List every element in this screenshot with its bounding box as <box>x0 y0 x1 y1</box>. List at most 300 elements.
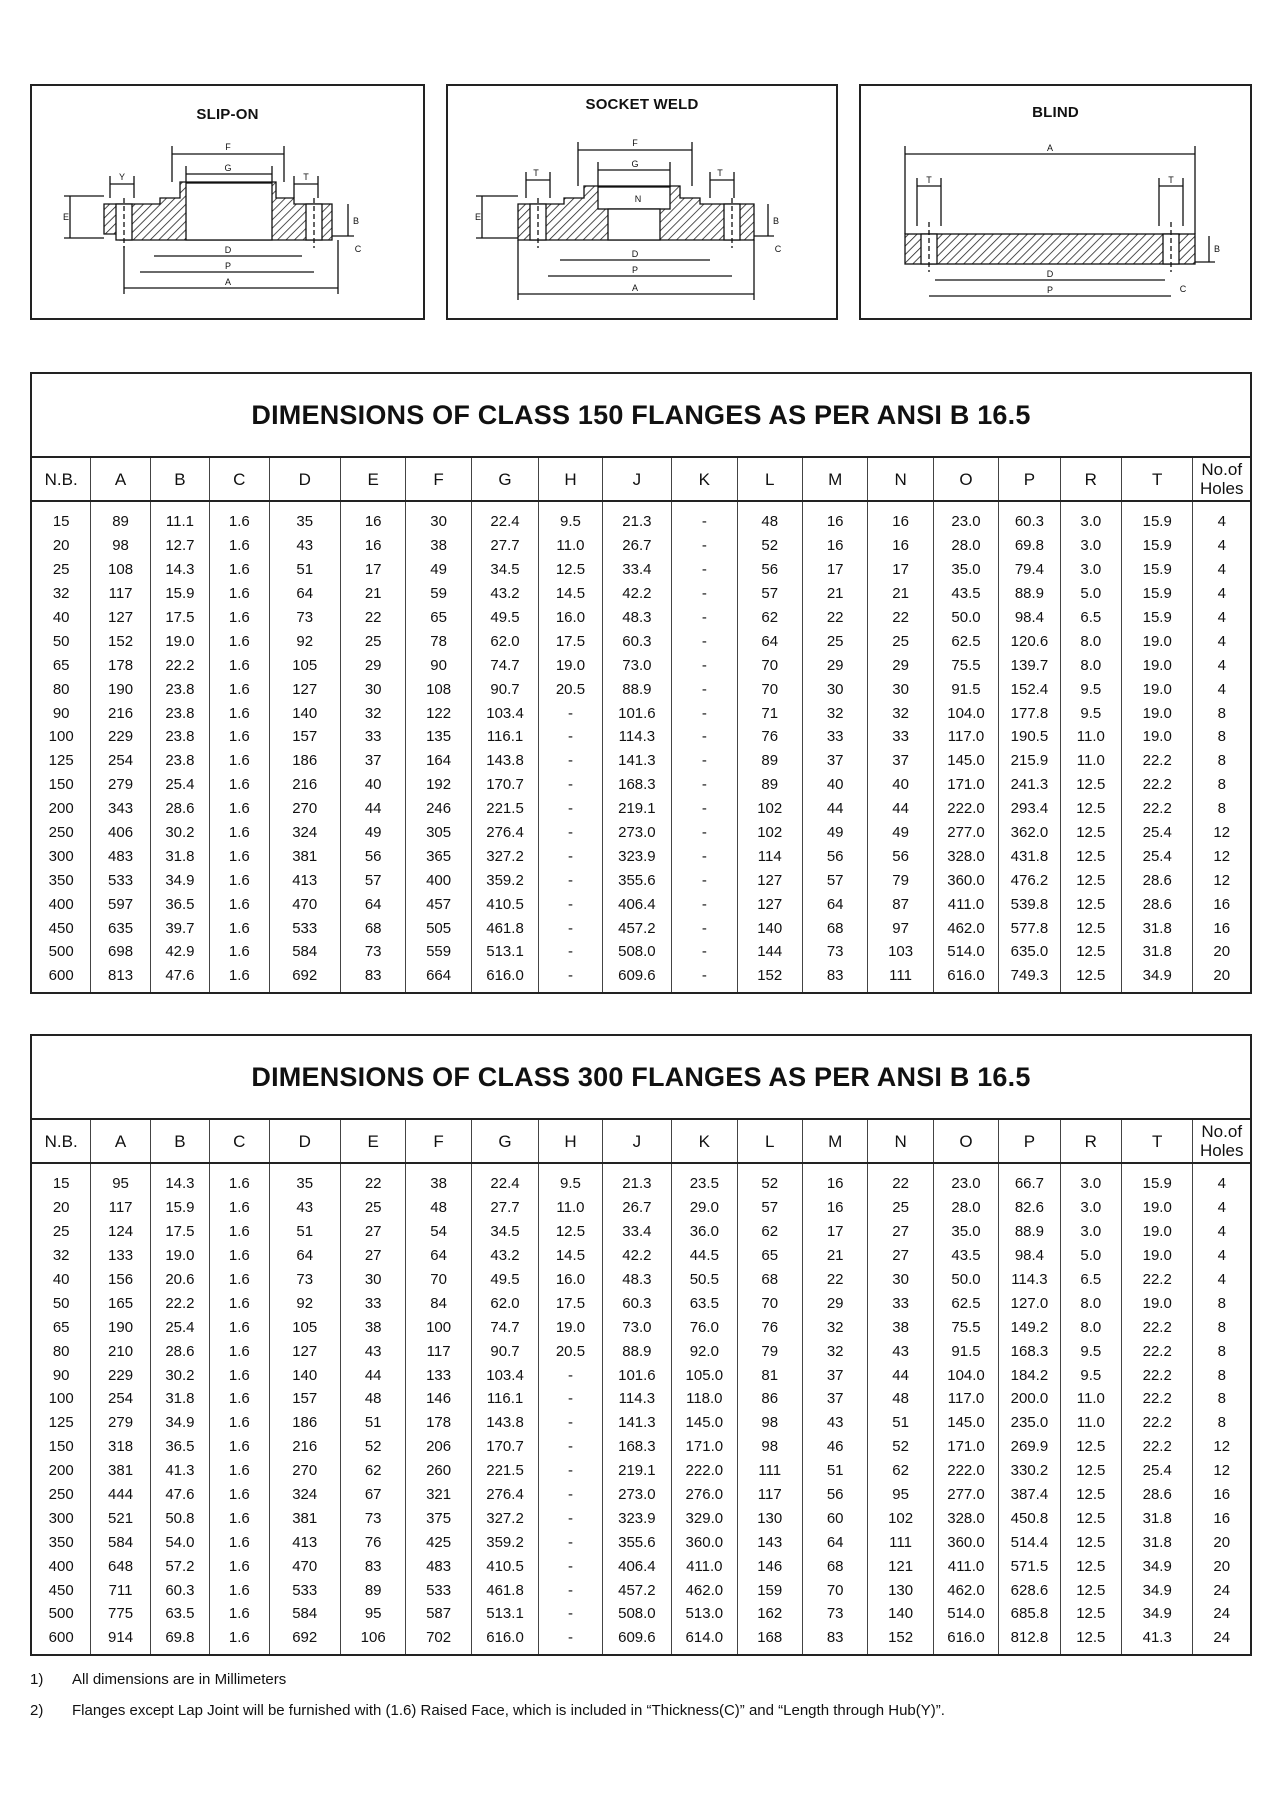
table-cell: 279 <box>91 773 150 797</box>
table-cell: 12.5 <box>1060 1578 1121 1602</box>
table-cell: 80 <box>32 1339 91 1363</box>
table-cell: 35 <box>269 501 340 534</box>
table-cell: 8 <box>1217 1366 1226 1384</box>
table-cell: 533 <box>269 916 340 940</box>
column-header: L <box>737 1120 802 1163</box>
footnote <box>30 1702 945 1719</box>
table-cell: 171.0 <box>672 1435 737 1459</box>
table-cell: 133 <box>91 1244 150 1268</box>
table-cell: 22.2 <box>1122 1411 1193 1435</box>
table-cell: 38 <box>868 1315 933 1339</box>
table-cell: 22.2 <box>1122 773 1193 797</box>
table-cell: 98.4 <box>999 606 1060 630</box>
table-cell: 200.0 <box>999 1387 1060 1411</box>
table-row <box>32 1220 1250 1244</box>
table-cell: 343 <box>91 797 150 821</box>
table-cell: 27 <box>340 1220 405 1244</box>
table-cell: 215.9 <box>999 749 1060 773</box>
table-cell: - <box>539 1435 602 1459</box>
table-cell: 17 <box>802 1220 867 1244</box>
table-cell: 4 <box>1217 680 1226 698</box>
table-cell: 450 <box>32 916 91 940</box>
table-cell: 22.2 <box>1122 1268 1193 1292</box>
table-cell: 749.3 <box>999 964 1060 992</box>
table-row <box>32 892 1250 916</box>
column-header: A <box>91 1120 150 1163</box>
table-cell: 571.5 <box>999 1554 1060 1578</box>
table-cell: 25 <box>868 629 933 653</box>
table-cell: 31.8 <box>150 1387 209 1411</box>
table-cell: 22.2 <box>1122 797 1193 821</box>
table-cell: 28.6 <box>1122 1483 1193 1507</box>
table-cell: 49 <box>406 558 471 582</box>
table-cell: 513.1 <box>471 1602 538 1626</box>
table-cell: 127 <box>269 677 340 701</box>
table-cell: 141.3 <box>602 749 671 773</box>
table-cell: 1.6 <box>210 1387 269 1411</box>
table-cell: 114.3 <box>999 1268 1060 1292</box>
table-row <box>32 701 1250 725</box>
table-cell: 1.6 <box>210 606 269 630</box>
table-row <box>32 1363 1250 1387</box>
table-row <box>32 677 1250 701</box>
table-cell: 4 <box>1217 1199 1226 1217</box>
table-cell: 250 <box>32 1483 91 1507</box>
table-cell: 21.3 <box>602 1163 671 1196</box>
table-cell: 300 <box>32 844 91 868</box>
table-cell: 125 <box>32 749 91 773</box>
table-cell: 76 <box>340 1530 405 1554</box>
table-cell: 33 <box>340 1291 405 1315</box>
table-cell: 1.6 <box>210 1196 269 1220</box>
table-cell: - <box>539 1483 602 1507</box>
table-cell: 34.9 <box>1122 964 1193 992</box>
table-cell: 38 <box>406 534 471 558</box>
table-cell: 3.0 <box>1060 1196 1121 1220</box>
table-cell: 33.4 <box>602 1220 671 1244</box>
table-row <box>32 606 1250 630</box>
table-cell: 27.7 <box>471 534 538 558</box>
svg-text:T: T <box>926 175 932 185</box>
table-cell: 400 <box>406 868 471 892</box>
table-cell: 51 <box>868 1411 933 1435</box>
table-cell: 29 <box>868 653 933 677</box>
column-header: D <box>269 458 340 501</box>
table-cell: 16.0 <box>539 606 602 630</box>
table-cell: 22.2 <box>1122 749 1193 773</box>
table-cell: 44 <box>802 797 867 821</box>
column-header: N <box>868 458 933 501</box>
table-cell: 514.4 <box>999 1530 1060 1554</box>
table-cell: 11.0 <box>539 1196 602 1220</box>
table-cell: 15.9 <box>1122 534 1193 558</box>
table-cell: 222.0 <box>933 1459 998 1483</box>
column-header: F <box>406 1120 471 1163</box>
table-cell: 355.6 <box>602 1530 671 1554</box>
table-row <box>32 725 1250 749</box>
blind-diagram <box>859 84 1252 320</box>
table-cell: 33 <box>802 725 867 749</box>
table-cell: 17.5 <box>150 1220 209 1244</box>
table-cell: 92 <box>269 1291 340 1315</box>
table-cell: - <box>539 1363 602 1387</box>
column-header: O <box>933 458 998 501</box>
table-cell: 22.2 <box>1122 1387 1193 1411</box>
table-cell: 26.7 <box>602 534 671 558</box>
column-header: T <box>1122 458 1193 501</box>
table-cell: 20 <box>1213 1557 1231 1575</box>
table-cell: 5.0 <box>1060 1244 1121 1268</box>
table-cell: 277.0 <box>933 1483 998 1507</box>
table-cell: 500 <box>32 1602 91 1626</box>
table-cell: 62.5 <box>933 1291 998 1315</box>
svg-text:P: P <box>631 265 639 275</box>
table-cell: 25 <box>868 1196 933 1220</box>
table-cell: 505 <box>406 916 471 940</box>
table-cell: 73 <box>269 606 340 630</box>
table-cell: 22 <box>340 606 405 630</box>
table-row <box>32 1291 1250 1315</box>
table-cell: 600 <box>32 1626 91 1654</box>
table-cell: 184.2 <box>999 1363 1060 1387</box>
table-cell: 29 <box>802 653 867 677</box>
table-cell: 12 <box>1213 871 1231 889</box>
table-cell: 28.6 <box>1122 868 1193 892</box>
table-cell: 88.9 <box>602 1339 671 1363</box>
table-cell: - <box>672 892 737 916</box>
table-cell: 62 <box>737 606 802 630</box>
table-cell: 75.5 <box>933 1315 998 1339</box>
table-cell: 1.6 <box>210 844 269 868</box>
table-cell: 229 <box>91 1363 150 1387</box>
table-cell: 118.0 <box>672 1387 737 1411</box>
table-row <box>32 964 1250 992</box>
table-cell: 111 <box>737 1459 802 1483</box>
table-cell: 73 <box>340 1506 405 1530</box>
table-cell: 1.6 <box>210 1435 269 1459</box>
table-cell: 23.0 <box>933 501 998 534</box>
table-cell: 44 <box>868 797 933 821</box>
table-cell: 157 <box>269 725 340 749</box>
table-cell: 171.0 <box>933 1435 998 1459</box>
table-cell: 19.0 <box>1122 725 1193 749</box>
table-cell: 381 <box>269 844 340 868</box>
table-cell: 20 <box>1213 967 1231 985</box>
table-cell: 170.7 <box>471 1435 538 1459</box>
table-cell: 20.5 <box>539 677 602 701</box>
table-cell: 413 <box>269 868 340 892</box>
table-cell: 9.5 <box>1060 701 1121 725</box>
table-cell: 36.5 <box>150 1435 209 1459</box>
table-cell: - <box>539 1578 602 1602</box>
table-cell: 1.6 <box>210 1315 269 1339</box>
table-cell: 73 <box>802 1602 867 1626</box>
footnote-text: Flanges except Lap Joint will be furnished with (1.6) Raised Face, which is included in “Thickness(C)” and “Length through Hub(Y)”. <box>72 1702 945 1719</box>
table-cell: 15.9 <box>150 582 209 606</box>
table-row <box>32 1459 1250 1483</box>
table-cell: - <box>672 797 737 821</box>
table-cell: 114.3 <box>602 1387 671 1411</box>
table-cell: 329.0 <box>672 1506 737 1530</box>
table-cell: 21 <box>340 582 405 606</box>
socket-weld-title: SOCKET WELD <box>585 96 699 113</box>
table-cell: 25 <box>802 629 867 653</box>
table-cell: 98 <box>737 1435 802 1459</box>
table-cell: 22 <box>802 1268 867 1292</box>
table-cell: 62.0 <box>471 1291 538 1315</box>
table-cell: 23.8 <box>150 677 209 701</box>
table-cell: 60 <box>802 1506 867 1530</box>
table-cell: 24 <box>1213 1605 1231 1623</box>
table-cell: 57 <box>737 1196 802 1220</box>
table-cell: 38 <box>406 1163 471 1196</box>
table-cell: 70 <box>802 1578 867 1602</box>
table-cell: 11.0 <box>539 534 602 558</box>
class-300-header-row <box>32 1120 1250 1163</box>
table-cell: 100 <box>32 1387 91 1411</box>
table-cell: 210 <box>91 1339 150 1363</box>
table-cell: 22 <box>868 1163 933 1196</box>
table-cell: 74.7 <box>471 1315 538 1339</box>
table-cell: 400 <box>32 892 91 916</box>
table-cell: 60.3 <box>602 1291 671 1315</box>
table-cell: 50 <box>32 1291 91 1315</box>
table-cell: 50.8 <box>150 1506 209 1530</box>
table-cell: 168.3 <box>602 1435 671 1459</box>
svg-text:B: B <box>1213 244 1221 254</box>
table-cell: 56 <box>802 844 867 868</box>
table-cell: 25.4 <box>1122 844 1193 868</box>
table-cell: 12.5 <box>1060 1602 1121 1626</box>
table-cell: 64 <box>269 582 340 606</box>
table-cell: 143.8 <box>471 1411 538 1435</box>
table-row <box>32 1626 1250 1654</box>
table-cell: 38 <box>340 1315 405 1339</box>
table-cell: 35.0 <box>933 1220 998 1244</box>
table-cell: 813 <box>91 964 150 992</box>
table-cell: 360.0 <box>933 868 998 892</box>
table-cell: 90 <box>406 653 471 677</box>
table-cell: 12 <box>1213 1462 1231 1480</box>
table-cell: 1.6 <box>210 868 269 892</box>
table-cell: 76 <box>737 725 802 749</box>
table-cell: 1.6 <box>210 677 269 701</box>
table-cell: 92.0 <box>672 1339 737 1363</box>
table-cell: 34.9 <box>1122 1578 1193 1602</box>
table-cell: 70 <box>737 677 802 701</box>
table-cell: 64 <box>802 892 867 916</box>
table-cell: 139.7 <box>999 653 1060 677</box>
table-cell: 127 <box>737 868 802 892</box>
table-cell: 165 <box>91 1291 150 1315</box>
table-cell: 11.0 <box>1060 749 1121 773</box>
table-cell: 89 <box>737 749 802 773</box>
table-cell: 127.0 <box>999 1291 1060 1315</box>
table-cell: 49 <box>340 821 405 845</box>
table-cell: 168.3 <box>602 773 671 797</box>
table-cell: 30 <box>868 1268 933 1292</box>
table-cell: 31.8 <box>1122 1530 1193 1554</box>
table-cell: 250 <box>32 821 91 845</box>
table-cell: 17.5 <box>539 629 602 653</box>
table-cell: 64 <box>802 1530 867 1554</box>
table-cell: 27.7 <box>471 1196 538 1220</box>
table-cell: 692 <box>269 964 340 992</box>
column-header: No.of Holes <box>1193 458 1250 501</box>
table-cell: 116.1 <box>471 725 538 749</box>
table-cell: 105 <box>269 1315 340 1339</box>
table-cell: 127 <box>737 892 802 916</box>
table-cell: - <box>539 1411 602 1435</box>
table-cell: 50.0 <box>933 606 998 630</box>
table-cell: 273.0 <box>602 1483 671 1507</box>
table-cell: 25.4 <box>1122 821 1193 845</box>
table-cell: 8 <box>1217 1318 1226 1336</box>
table-cell: 65 <box>737 1244 802 1268</box>
table-cell: 1.6 <box>210 629 269 653</box>
table-cell: 146 <box>406 1387 471 1411</box>
svg-text:A: A <box>224 277 232 287</box>
svg-text:G: G <box>224 163 232 173</box>
table-cell: 25.4 <box>1122 1459 1193 1483</box>
table-cell: 539.8 <box>999 892 1060 916</box>
table-cell: 89 <box>91 501 150 534</box>
table-cell: 37 <box>868 749 933 773</box>
table-cell: 177.8 <box>999 701 1060 725</box>
table-cell: 16 <box>340 534 405 558</box>
table-cell: 360.0 <box>672 1530 737 1554</box>
table-cell: 47.6 <box>150 964 209 992</box>
table-cell: 52 <box>340 1435 405 1459</box>
table-row <box>32 534 1250 558</box>
table-cell: 381 <box>91 1459 150 1483</box>
table-cell: 56 <box>737 558 802 582</box>
table-cell: 88.9 <box>602 677 671 701</box>
table-cell: 63.5 <box>150 1602 209 1626</box>
table-cell: - <box>539 1626 602 1654</box>
footnote <box>30 1671 945 1688</box>
table-cell: 73 <box>269 1268 340 1292</box>
table-cell: 577.8 <box>999 916 1060 940</box>
table-cell: 76.0 <box>672 1315 737 1339</box>
table-cell: 3.0 <box>1060 534 1121 558</box>
table-cell: 41.3 <box>1122 1626 1193 1654</box>
table-cell: 22 <box>340 1163 405 1196</box>
table-cell: 8.0 <box>1060 629 1121 653</box>
table-cell: 648 <box>91 1554 150 1578</box>
table-cell: 117 <box>91 582 150 606</box>
table-cell: - <box>672 677 737 701</box>
table-cell: 26.7 <box>602 1196 671 1220</box>
table-cell: 533 <box>406 1578 471 1602</box>
table-cell: 375 <box>406 1506 471 1530</box>
class-150-table-panel <box>30 372 1252 994</box>
column-header: K <box>672 458 737 501</box>
table-cell: 22 <box>802 606 867 630</box>
table-cell: 145.0 <box>672 1411 737 1435</box>
table-cell: 90.7 <box>471 1339 538 1363</box>
table-cell: 64 <box>406 1244 471 1268</box>
table-cell: 22.2 <box>1122 1315 1193 1339</box>
table-cell: 381 <box>269 1506 340 1530</box>
table-cell: 8 <box>1217 728 1226 746</box>
table-cell: 73 <box>802 940 867 964</box>
table-cell: 1.6 <box>210 1459 269 1483</box>
table-cell: 16 <box>868 534 933 558</box>
table-cell: 65 <box>32 653 91 677</box>
table-cell: 1.6 <box>210 1483 269 1507</box>
table-cell: 514.0 <box>933 1602 998 1626</box>
table-cell: 12.5 <box>1060 1626 1121 1654</box>
table-cell: 8 <box>1217 1342 1226 1360</box>
table-cell: 51 <box>340 1411 405 1435</box>
table-cell: 19.0 <box>1122 1291 1193 1315</box>
column-header: G <box>471 458 538 501</box>
table-cell: 12.5 <box>1060 1530 1121 1554</box>
svg-text:P: P <box>224 261 232 271</box>
table-cell: 190 <box>91 1315 150 1339</box>
table-cell: 1.6 <box>210 916 269 940</box>
table-cell: 90 <box>32 701 91 725</box>
table-cell: 117 <box>91 1196 150 1220</box>
table-cell: 23.0 <box>933 1163 998 1196</box>
table-cell: - <box>672 940 737 964</box>
table-cell: 14.3 <box>150 1163 209 1196</box>
table-cell: - <box>672 821 737 845</box>
table-cell: 23.8 <box>150 701 209 725</box>
table-cell: 812.8 <box>999 1626 1060 1654</box>
table-cell: 12.5 <box>1060 1506 1121 1530</box>
table-cell: 56 <box>802 1483 867 1507</box>
table-cell: 32 <box>32 1244 91 1268</box>
table-cell: 79 <box>737 1339 802 1363</box>
table-cell: 31.8 <box>150 844 209 868</box>
table-cell: - <box>539 749 602 773</box>
table-cell: 12 <box>1213 1438 1231 1456</box>
table-cell: 15.9 <box>1122 582 1193 606</box>
table-cell: 1.6 <box>210 1626 269 1654</box>
table-cell: 330.2 <box>999 1459 1060 1483</box>
table-cell: 34.9 <box>150 868 209 892</box>
table-cell: 14.3 <box>150 558 209 582</box>
table-cell: 17 <box>868 558 933 582</box>
table-cell: 328.0 <box>933 844 998 868</box>
table-cell: 222.0 <box>672 1459 737 1483</box>
footnote-text: All dimensions are in Millimeters <box>72 1671 287 1688</box>
table-cell: 34.9 <box>1122 1554 1193 1578</box>
table-cell: 1.6 <box>210 940 269 964</box>
class-150-table <box>32 458 1250 992</box>
table-cell: 609.6 <box>602 964 671 992</box>
table-cell: 450 <box>32 1578 91 1602</box>
table-cell: 152 <box>91 629 150 653</box>
table-cell: 89 <box>737 773 802 797</box>
table-cell: 75.5 <box>933 653 998 677</box>
table-cell: 34.9 <box>150 1411 209 1435</box>
table-cell: 6.5 <box>1060 1268 1121 1292</box>
table-cell: 1.6 <box>210 1244 269 1268</box>
table-row <box>32 558 1250 582</box>
svg-text:N: N <box>634 194 642 204</box>
table-cell: 178 <box>406 1411 471 1435</box>
table-cell: 122 <box>406 701 471 725</box>
table-cell: 318 <box>91 1435 150 1459</box>
table-cell: 140 <box>269 701 340 725</box>
class-300-title: DIMENSIONS OF CLASS 300 FLANGES AS PER ANSI B 16.5 <box>32 1036 1250 1120</box>
table-cell: 50 <box>32 629 91 653</box>
table-cell: 914 <box>91 1626 150 1654</box>
table-cell: 150 <box>32 773 91 797</box>
